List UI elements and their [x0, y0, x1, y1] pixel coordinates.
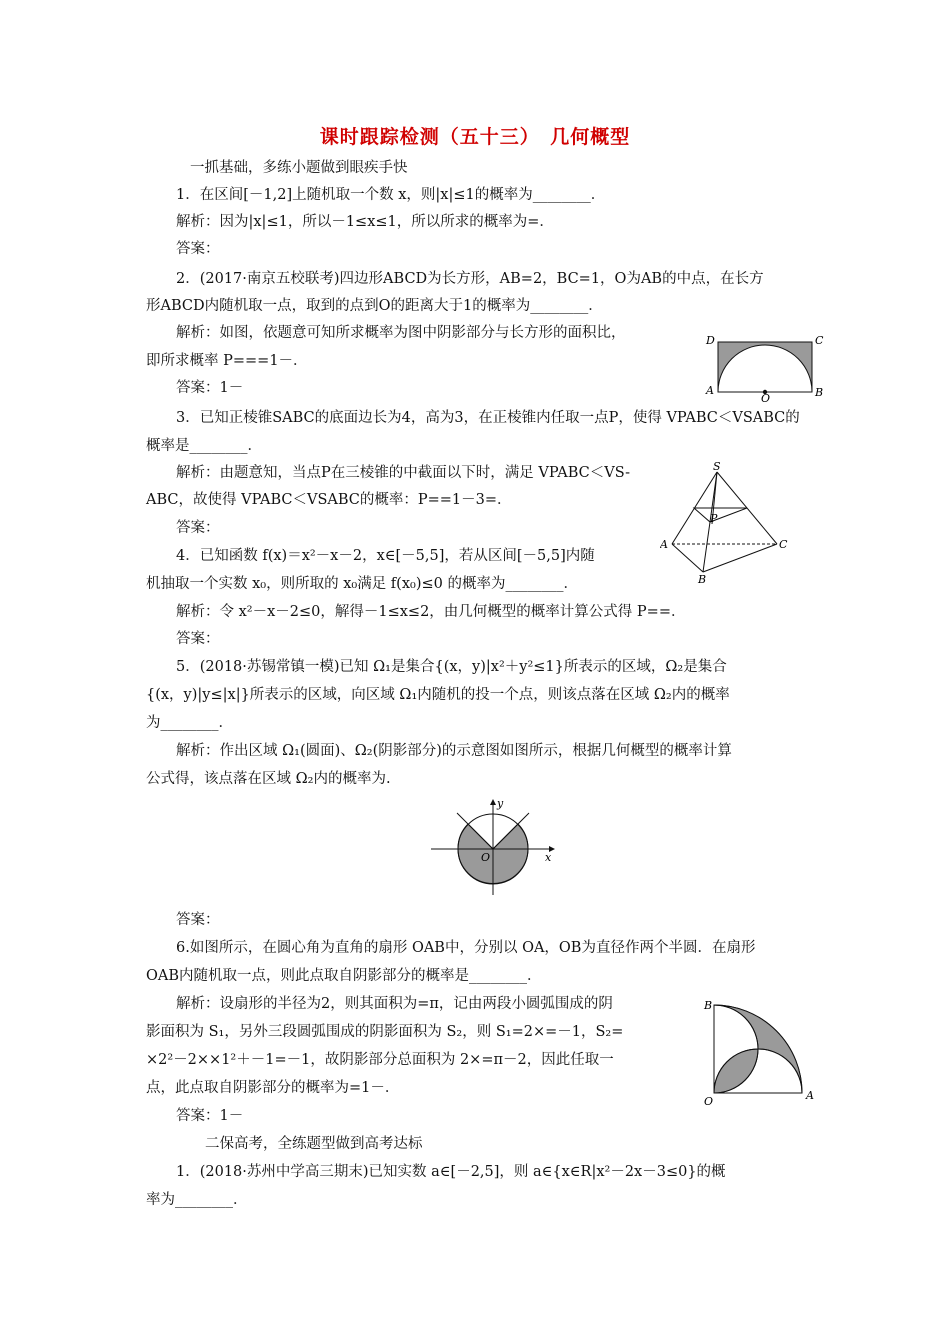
section-heading-basic: 一抓基础，多练小题做到眼疾手快: [190, 160, 408, 176]
q6-answer: 答案：1－: [176, 1108, 244, 1124]
q2-label-d: D: [706, 334, 715, 347]
q3-label-p: P: [710, 512, 718, 525]
q3-solution-line1: 解析：由题意知，当点P在三棱锥的中截面以下时，满足 VPABC＜VS-: [176, 465, 631, 481]
q1-solution: 解析：因为|x|≤1，所以－1≤x≤1，所以所求的概率为=．: [176, 214, 554, 230]
q2-solution-line2: 即所求概率 P===1－．: [146, 353, 308, 369]
q6-solution-line4: 点，此点取自阴影部分的概率为=1－．: [146, 1080, 400, 1096]
q5-solution-line1: 解析：作出区域 Ω₁(圆面)、Ω₂(阴影部分)的示意图如图所示，根据几何概型的概率计算: [176, 743, 732, 759]
q1-question: 1．在区间[－1,2]上随机取一个数 x，则|x|≤1的概率为________．: [176, 187, 606, 203]
q6-solution-line2: 影面积为 S₁，另外三段圆弧围成的阴影面积为 S₂，则 S₁=2×=－1，S₂=: [146, 1024, 624, 1040]
q2-question-line2: 形ABCD内随机取一点，取到的点到O的距离大于1的概率为________．: [146, 298, 603, 314]
q6-figure-sector: [700, 995, 825, 1107]
q6-label-b: B: [704, 999, 713, 1012]
q2-label-b: B: [815, 386, 824, 399]
q5-label-x: x: [545, 851, 552, 864]
q2-question-line1: 2．(2017·南京五校联考)四边形ABCD为长方形，AB=2，BC=1，O为AB的中点，在长方: [176, 271, 764, 287]
q3-label-s: S: [713, 460, 721, 473]
q3-figure-pyramid: [660, 460, 795, 585]
q2-answer: 答案：1－: [176, 380, 244, 396]
page-title: 课时跟踪检测（五十三） 几何概型: [319, 126, 631, 148]
q2-figure-rectangle-semicircle: [700, 330, 830, 402]
q3-question-line1: 3．已知正棱锥SABC的底面边长为4，高为3，在正棱锥内任取一点P，使得 VPABC＜VSABC的: [176, 410, 800, 426]
q3-solution-line2: ABC，故使得 VPABC＜VSABC的概率：P==1－3=．: [146, 492, 512, 508]
section-heading-exam: 二保高考，全练题型做到高考达标: [205, 1136, 423, 1152]
q2-solution-line1: 解析：如图，依题意可知所求概率为图中阴影部分与长方形的面积比，: [176, 325, 626, 341]
q1-answer: 答案：: [176, 241, 220, 257]
q5-question-line3: 为________．: [146, 715, 233, 731]
q6-solution-line3: ×2²－2××1²＋－1=－1，故阴影部分总面积为 2×=π－2，因此任取一: [146, 1052, 614, 1068]
q5-solution-line2: 公式得，该点落在区域 Ω₂内的概率为.: [146, 771, 391, 787]
q4-question-line1: 4．已知函数 f(x)＝x²－x－2，x∈[－5,5]，若从区间[－5,5]内随: [176, 548, 595, 564]
h1-question-line1: 1．(2018·苏州中学高三期末)已知实数 a∈[－2,5]，则 a∈{x∈R|x²－2x－3≤0}的概: [176, 1164, 726, 1180]
q5-answer: 答案：: [176, 912, 220, 928]
q2-label-a: A: [706, 384, 714, 397]
q3-label-c: C: [779, 538, 788, 551]
q3-label-a: A: [660, 538, 668, 551]
q5-question-line2: {(x，y)|y≤|x|}所表示的区域，向区域 Ω₁内随机的投一个点，则该点落在区域 Ω₂内的概率: [146, 687, 730, 703]
q2-label-c: C: [815, 334, 824, 347]
q4-solution: 解析：令 x²－x－2≤0，解得－1≤x≤2，由几何概型的概率计算公式得 P==．: [176, 604, 686, 620]
q3-label-b: B: [698, 573, 707, 585]
q6-label-a: A: [806, 1089, 814, 1102]
q6-question-line2: OAB内随机取一点，则此点取自阴影部分的概率是________．: [146, 968, 542, 984]
h1-question-line2: 率为________．: [146, 1192, 248, 1208]
q4-answer: 答案：: [176, 631, 220, 647]
q5-label-y: y: [497, 797, 504, 810]
q3-question-line2: 概率是________．: [146, 438, 262, 454]
q5-figure-circle-region: [425, 795, 560, 900]
q2-label-o: O: [761, 392, 771, 402]
q5-question-line1: 5．(2018·苏锡常镇一模)已知 Ω₁是集合{(x，y)|x²＋y²≤1}所表示的区域，Ω₂是集合: [176, 659, 727, 675]
q3-answer: 答案：: [176, 520, 220, 536]
q4-question-line2: 机抽取一个实数 x₀，则所取的 x₀满足 f(x₀)≤0 的概率为________．: [146, 576, 578, 592]
q6-label-o: O: [704, 1095, 714, 1107]
q6-solution-line1: 解析：设扇形的半径为2，则其面积为=π，记由两段小圆弧围成的阴: [176, 996, 613, 1012]
q6-question-line1: 6.如图所示，在圆心角为直角的扇形 OAB中，分别以 OA，OB为直径作两个半圆．在扇形: [176, 940, 756, 956]
q5-label-o: O: [481, 851, 491, 864]
